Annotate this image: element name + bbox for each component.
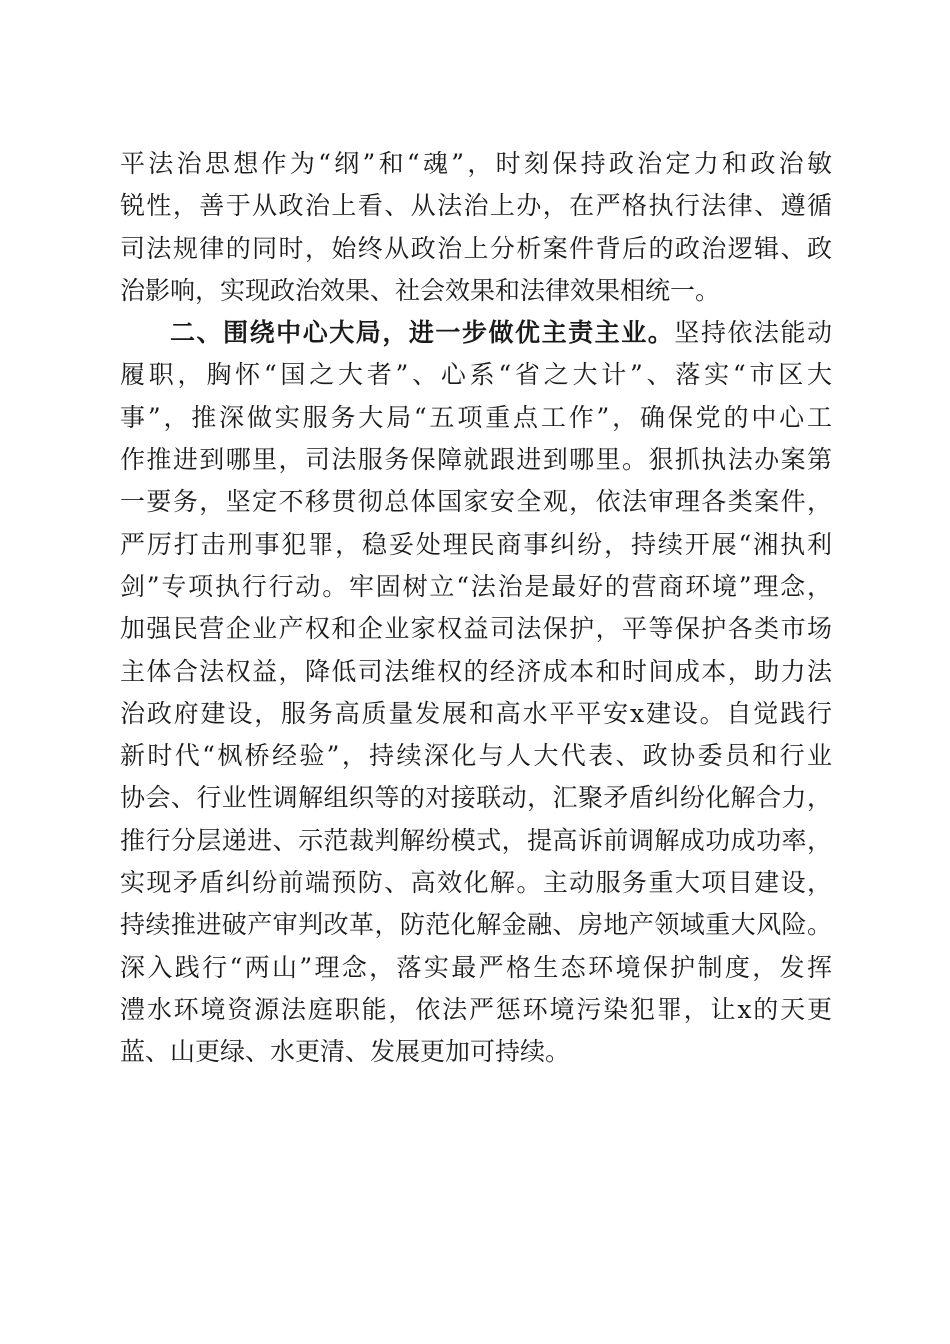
text-line: 严厉打击刑事犯罪，稳妥处理民商事纠纷，持续开展“湘执利: [120, 529, 832, 559]
document-body: [120, 143, 832, 1074]
paragraph-1: [120, 143, 832, 312]
text-line: [120, 312, 832, 354]
text-line: 实现矛盾纠纷前端预防、高效化解。主动服务重大项目建设，: [120, 868, 832, 898]
text-line: 平法治思想作为“纲”和“魂”，时刻保持政治定力和政治敏: [120, 149, 832, 178]
section-heading: 二、围绕中心大局，进一步做优主责主业。: [170, 318, 675, 348]
text-line: 锐性，善于从政治上看、从法治上办，在严格执行法律、遵循: [120, 191, 832, 221]
text-line: 司法规律的同时，始终从政治上分析案件背后的政治逻辑、政: [120, 233, 832, 263]
text-line: 新时代“枫桥经验”，持续深化与人大代表、政协委员和行业: [120, 741, 832, 771]
text-line: 一要务，坚定不移贯彻总体国家安全观，依法审理各类案件，: [120, 487, 832, 517]
text-line: 推行分层递进、示范裁判解纷模式，提高诉前调解成功成功率，: [120, 825, 832, 855]
text-line: 协会、行业性调解组织等的对接联动，汇聚矛盾纠纷化解合力，: [120, 783, 832, 813]
text-line: 澧水环境资源法庭职能，依法严惩环境污染犯罪，让x的天更: [120, 994, 832, 1024]
text-line: 治政府建设，服务高质量发展和高水平平安x建设。自觉践行: [120, 698, 832, 728]
heading-line-rest: 坚持依法能动: [674, 318, 832, 348]
text-line: 加强民营企业产权和企业家权益司法保护，平等保护各类市场: [120, 614, 832, 644]
text-line: 治影响，实现政治效果、社会效果和法律效果相统一。: [120, 275, 721, 305]
text-line: 持续推进破产审判改革，防范化解金融、房地产领域重大风险。: [120, 910, 832, 940]
text-line: 履职，胸怀“国之大者”、心系“省之大计”、落实“市区大: [120, 360, 832, 390]
text-line: 主体合法权益，降低司法维权的经济成本和时间成本，助力法: [120, 656, 832, 686]
text-line: 深入践行“两山”理念，落实最严格生态环境保护制度，发挥: [120, 952, 832, 982]
text-line: 蓝、山更绿、水更清、发展更加可持续。: [120, 1037, 571, 1067]
paragraph-2: [120, 312, 832, 1073]
text-line: 剑”专项执行行动。牢固树立“法治是最好的营商环境”理念，: [120, 571, 832, 601]
text-line: 作推进到哪里，司法服务保障就跟进到哪里。狠抓执法办案第: [120, 445, 832, 475]
text-line: 事”，推深做实服务大局“五项重点工作”，确保党的中心工: [120, 402, 832, 432]
